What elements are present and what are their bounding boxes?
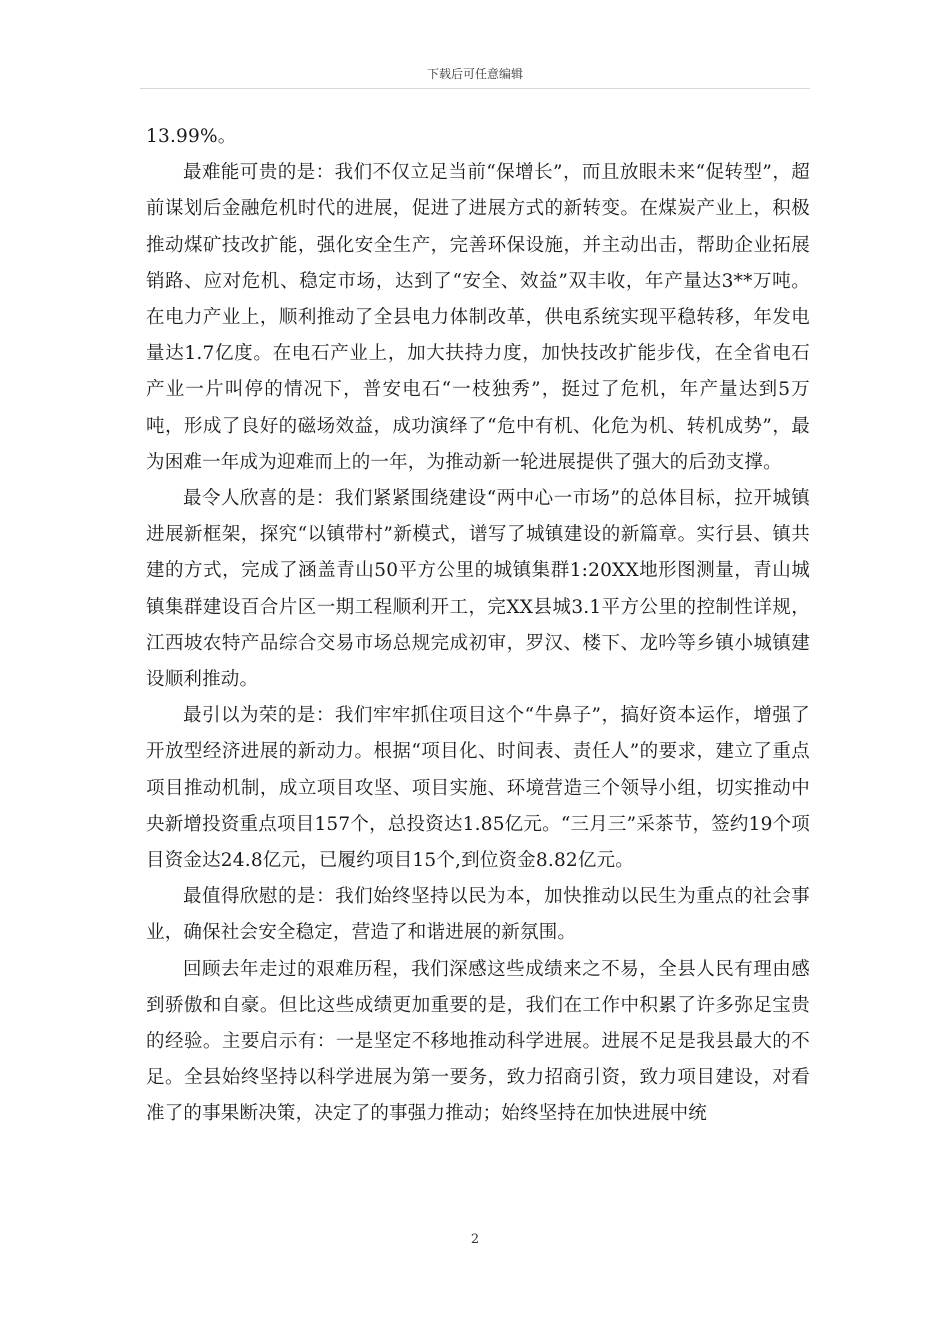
paragraph-review: 回顾去年走过的艰难历程，我们深感这些成绩来之不易，全县人民有理由感到骄傲和自豪。但比这些成绩更加重要的是，我们在工作中积累了许多弥足宝贵的经验。主要启示有：一是坚定不移地推动科学进展。进展不足是我县最大的不足。全县始终坚持以科学进展为第一要务，致力招商引资，致力项目建设，对看准了的事果断决策，决定了的事强力推动；始终坚持在加快进展中统	[146, 958, 810, 1125]
header-divider	[140, 88, 810, 89]
page-number: 2	[470, 1232, 480, 1247]
paragraph-urbanization: 最令人欣喜的是：我们紧紧围绕建设“两中心一市场”的总体目标，拉开城镇进展新框架，探究“以镇带村”新模式，谱写了城镇建设的新篇章。实行县、镇共建的方式，完成了涵盖青山50平方公里的城镇集群1:20XX地形图测量，青山城镇集群建设百合片区一期工程顺利开工，完XX县城3.1平方公里的控制性详规，江西坡农特产品综合交易市场总规完成初审，罗汉、楼下、龙吟等乡镇小城镇建设顺利推动。	[146, 488, 810, 691]
paragraph-projects: 最引以为荣的是：我们牢牢抓住项目这个“牛鼻子”，搞好资本运作，增强了开放型经济进展的新动力。根据“项目化、时间表、责任人”的要求，建立了重点项目推动机制，成立项目攻坚、项目实施、环境营造三个领导小组，切实推动中央新增投资重点项目157个，总投资达1.85亿元。“三月三”采茶节，签约19个项目资金达24.8亿元，已履约项目15个,到位资金8.82亿元。	[146, 705, 810, 872]
paragraph-continuation: 13.99%。	[146, 126, 237, 147]
page-header: 下载后可任意编辑	[426, 67, 523, 81]
document-body	[146, 119, 810, 1133]
paragraph-livelihood: 最值得欣慰的是：我们始终坚持以民为本，加快推动以民生为重点的社会事业，确保社会安全稳定，营造了和谐进展的新氛围。	[146, 886, 810, 944]
paragraph-industry: 最难能可贵的是：我们不仅立足当前“保增长”，而且放眼未来“促转型”，超前谋划后金融危机时代的进展，促进了进展方式的新转变。在煤炭产业上，积极推动煤矿技改扩能，强化安全生产，完善环保设施，并主动出击，帮助企业拓展销路、应对危机、稳定市场，达到了“安全、效益”双丰收，年产量达3**万吨。在电力产业上，顺利推动了全县电力体制改革，供电系统实现平稳转移，年发电量达1.7亿度。在电石产业上，加大扶持力度，加快技改扩能步伐，在全省电石产业一片叫停的情况下，普安电石“一枝独秀”，挺过了危机，年产量达到5万吨，形成了良好的磁场效益，成功演绎了“危中有机、化危为机、转机成势”，最为困难一年成为迎难而上的一年，为推动新一轮进展提供了强大的后劲支撑。	[146, 162, 810, 473]
